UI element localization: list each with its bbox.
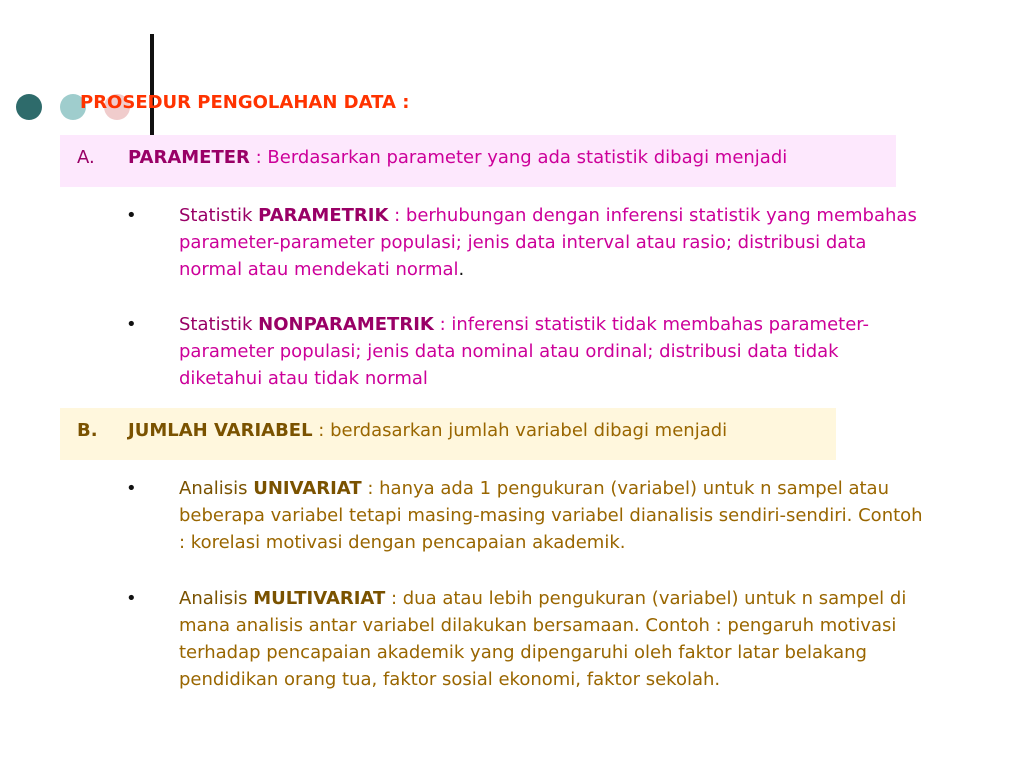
section-b-header [60, 408, 836, 460]
bullet-icon: • [126, 478, 137, 499]
bullet-icon: • [126, 314, 137, 335]
section-b-letter: B. [77, 420, 98, 441]
section-a-heading: PARAMETER [128, 147, 250, 168]
slide-title: PROSEDUR PENGOLAHAN DATA : [80, 92, 410, 113]
list-item-univariat [179, 475, 924, 556]
section-b-heading: JUMLAH VARIABEL [128, 420, 313, 441]
decor-vertical-line [150, 34, 154, 135]
section-a-description: : Berdasarkan parameter yang ada statistik dibagi menjadi [249, 147, 788, 168]
item-prefix: Analisis [179, 588, 254, 609]
item-text: : berhubungan dengan inferensi statistik yang membahas parameter-parameter populasi; jenis data interval atau rasio; distribusi data normal atau mendekati normal [179, 205, 917, 280]
item-text: : inferensi statistik tidak membahas parameter-parameter populasi; jenis data nominal atau ordinal; distribusi data tidak diketahui atau tidak normal [179, 314, 870, 389]
item-suffix: . [458, 259, 465, 280]
item-text: : dua atau lebih pengukuran (variabel) untuk n sampel di mana analisis antar variabel dilakukan bersamaan. Contoh : pengaruh motivasi terhadap pencapaian akademik yang dipengaruhi oleh faktor latar belakang pendidikan orang tua, faktor sosial ekonomi, faktor sekolah. [179, 588, 907, 690]
item-prefix: Analisis [179, 478, 254, 499]
section-a-header [60, 135, 896, 187]
section-b-line [128, 420, 727, 441]
item-term: UNIVARIAT [253, 478, 362, 499]
item-term: MULTIVARIAT [253, 588, 386, 609]
section-a-letter: A. [77, 147, 95, 168]
list-item-multivariat [179, 585, 924, 693]
item-prefix: Statistik [179, 314, 259, 335]
item-prefix: Statistik [179, 205, 259, 226]
bullet-icon: • [126, 588, 137, 609]
section-b-description: : berdasarkan jumlah variabel dibagi menjadi [312, 420, 728, 441]
list-item-parametrik [179, 202, 924, 283]
section-a-line [128, 147, 787, 168]
decor-circle-dark [16, 94, 42, 120]
item-term: PARAMETRIK [258, 205, 389, 226]
bullet-icon: • [126, 205, 137, 226]
item-text: : hanya ada 1 pengukuran (variabel) untuk n sampel atau beberapa variabel tetapi masing-masing variabel dianalisis sendiri-sendiri. Contoh : korelasi motivasi dengan pencapaian akademik. [179, 478, 923, 553]
item-term: NONPARAMETRIK [258, 314, 434, 335]
list-item-nonparametrik [179, 311, 924, 392]
